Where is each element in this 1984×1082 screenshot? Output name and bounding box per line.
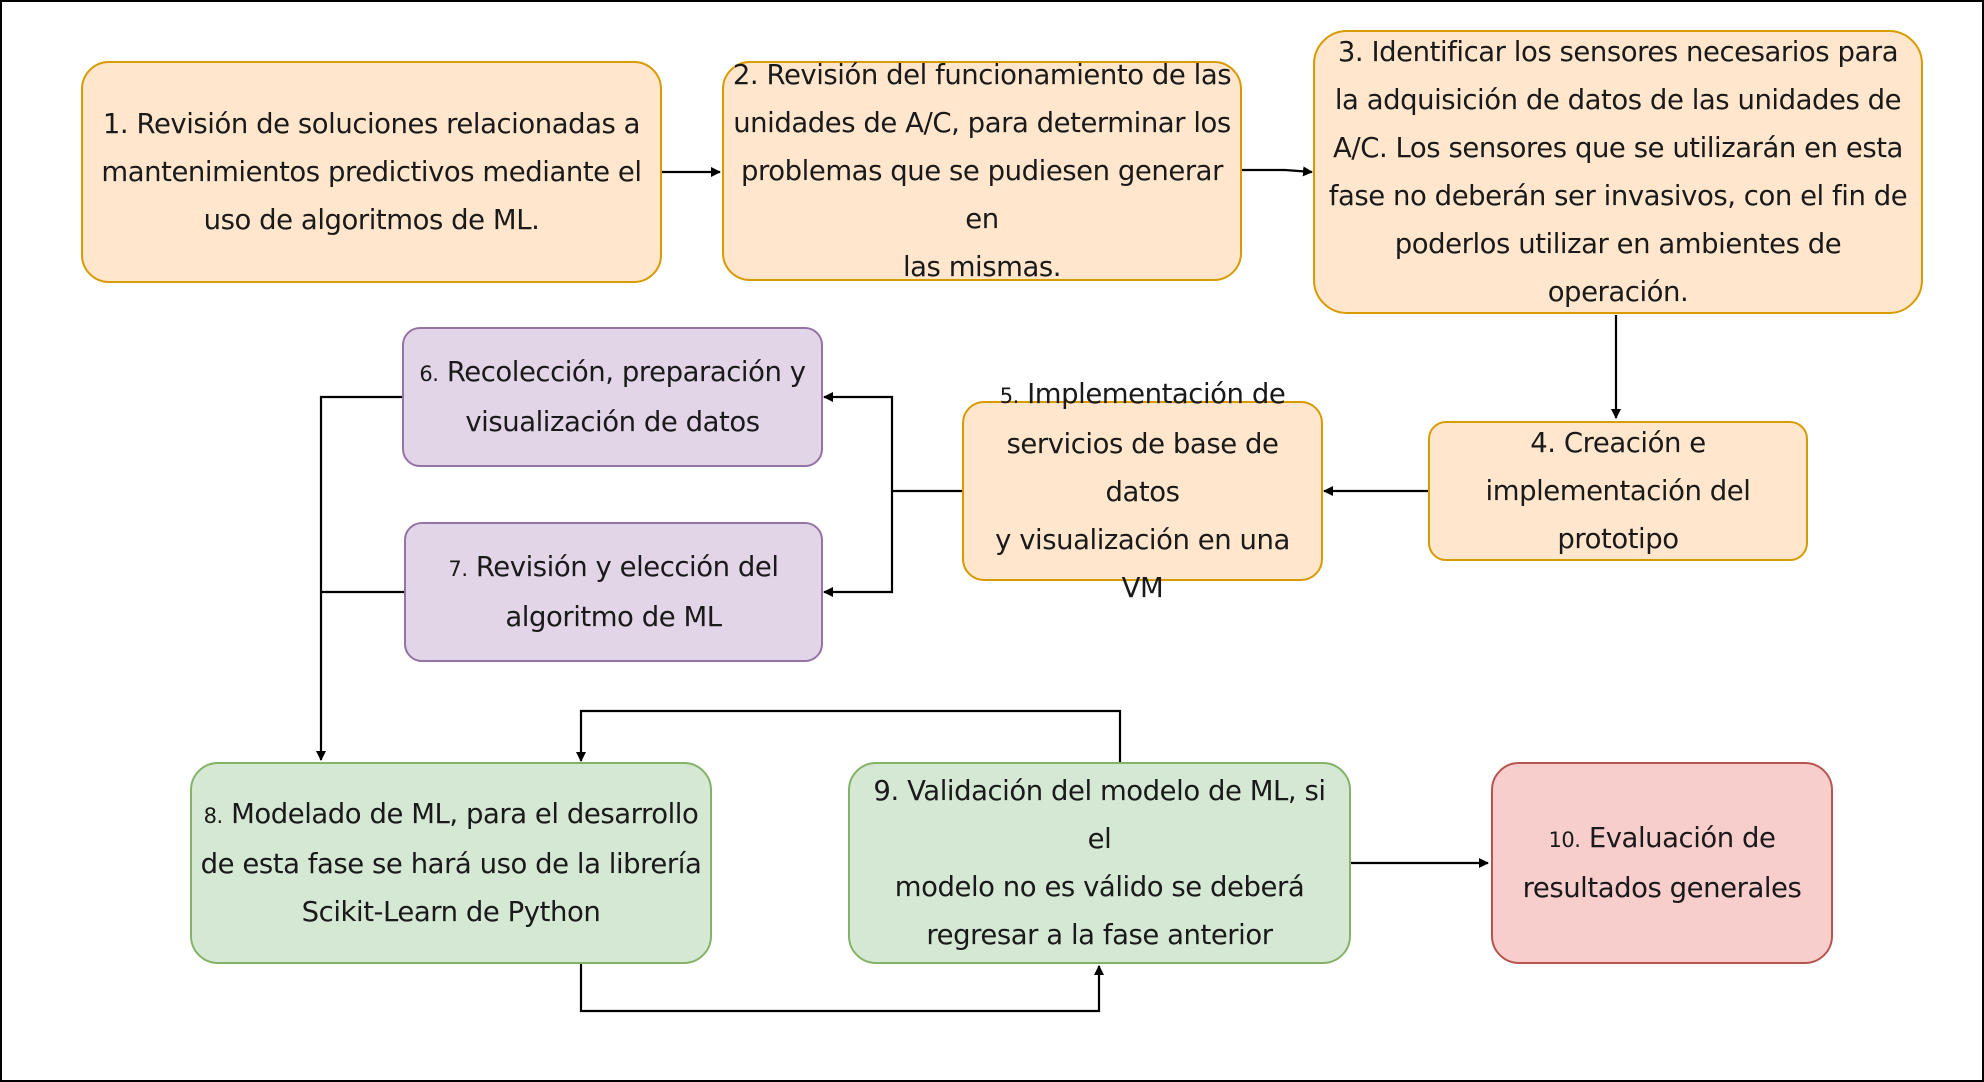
- step-8-number: 8.: [203, 804, 223, 828]
- step-7-line-1: Revisión y elección del: [475, 551, 779, 583]
- step-4-text: [1486, 419, 1751, 563]
- step-3-text: [1323, 28, 1913, 316]
- step-10-text: [1523, 814, 1802, 912]
- step-2-line-2: unidades de A/C, para determinar los: [733, 107, 1231, 139]
- step-6-text: [419, 348, 805, 446]
- step-9-text: [858, 767, 1341, 959]
- step-10-number: 10.: [1548, 828, 1581, 852]
- step-5-line-1: Implementación de: [1027, 378, 1286, 410]
- step-1-line-1: Revisión de soluciones relacionadas a: [136, 108, 641, 140]
- step-1-number: 1.: [102, 108, 129, 140]
- step-2-number: 2.: [732, 59, 759, 91]
- step-9-box[interactable]: [848, 762, 1351, 964]
- step-3-box[interactable]: [1313, 30, 1923, 314]
- step-2-line-1: Revisión del funcionamiento de las: [766, 59, 1232, 91]
- step-7-box[interactable]: [404, 522, 823, 662]
- step-3-line-4: fase no deberán ser invasivos, con el fin de: [1328, 180, 1908, 212]
- step-10-box[interactable]: [1491, 762, 1833, 964]
- step-3-line-3: A/C. Los sensores que se utilizarán en esta: [1333, 132, 1903, 164]
- step-9-number: 9.: [873, 775, 899, 807]
- step-6-line-1: Recolección, preparación y: [446, 356, 806, 388]
- step-4-line-3: prototipo: [1557, 523, 1679, 555]
- step-6-line-2: visualización de datos: [465, 406, 760, 438]
- step-10-line-1: Evaluación de: [1588, 822, 1776, 854]
- step-9-line-2: modelo no es válido se deberá: [894, 871, 1305, 903]
- step-3-line-2: la adquisición de datos de las unidades de: [1334, 84, 1902, 116]
- step-7-text: [448, 543, 778, 641]
- step-5-text: [972, 370, 1313, 612]
- step-7-line-2: algoritmo de ML: [505, 601, 722, 633]
- step-4-number: 4.: [1530, 427, 1556, 459]
- step-8-line-3: Scikit-Learn de Python: [301, 896, 601, 928]
- step-8-line-1: Modelado de ML, para el desarrollo: [231, 798, 699, 830]
- step-3-number: 3.: [1337, 36, 1364, 68]
- step-2-box[interactable]: [722, 61, 1242, 281]
- step-3-line-1: Identificar los sensores necesarios para: [1371, 36, 1899, 68]
- step-4-line-1: Creación e: [1563, 427, 1706, 459]
- step-10-line-2: resultados generales: [1522, 872, 1802, 904]
- step-1-text: [101, 100, 641, 244]
- step-8-line-2: de esta fase se hará uso de la librería: [200, 848, 702, 880]
- step-9-line-3: regresar a la fase anterior: [926, 919, 1273, 951]
- step-8-box[interactable]: [190, 762, 712, 964]
- step-2-line-3: problemas que se pudiesen generar en: [741, 155, 1223, 235]
- step-1-box[interactable]: [81, 61, 662, 283]
- step-3-line-5: poderlos utilizar en ambientes de operación.: [1394, 228, 1842, 308]
- step-4-box[interactable]: [1428, 421, 1808, 561]
- step-1-line-3: uso de algoritmos de ML.: [203, 204, 540, 236]
- step-5-line-3: y visualización en una VM: [995, 524, 1290, 604]
- step-2-line-4: las mismas.: [902, 251, 1062, 283]
- step-7-number: 7.: [448, 557, 468, 581]
- step-6-box[interactable]: [402, 327, 823, 467]
- step-8-text: [201, 790, 702, 936]
- step-5-line-2: servicios de base de datos: [1006, 428, 1279, 508]
- step-4-line-2: implementación del: [1485, 475, 1751, 507]
- step-9-line-1: Validación del modelo de ML, si el: [907, 775, 1326, 855]
- step-5-number: 5.: [999, 384, 1019, 408]
- step-2-text: [732, 51, 1232, 291]
- step-6-number: 6.: [419, 362, 439, 386]
- step-1-line-2: mantenimientos predictivos mediante el: [101, 156, 642, 188]
- step-5-box[interactable]: [962, 378, 1323, 604]
